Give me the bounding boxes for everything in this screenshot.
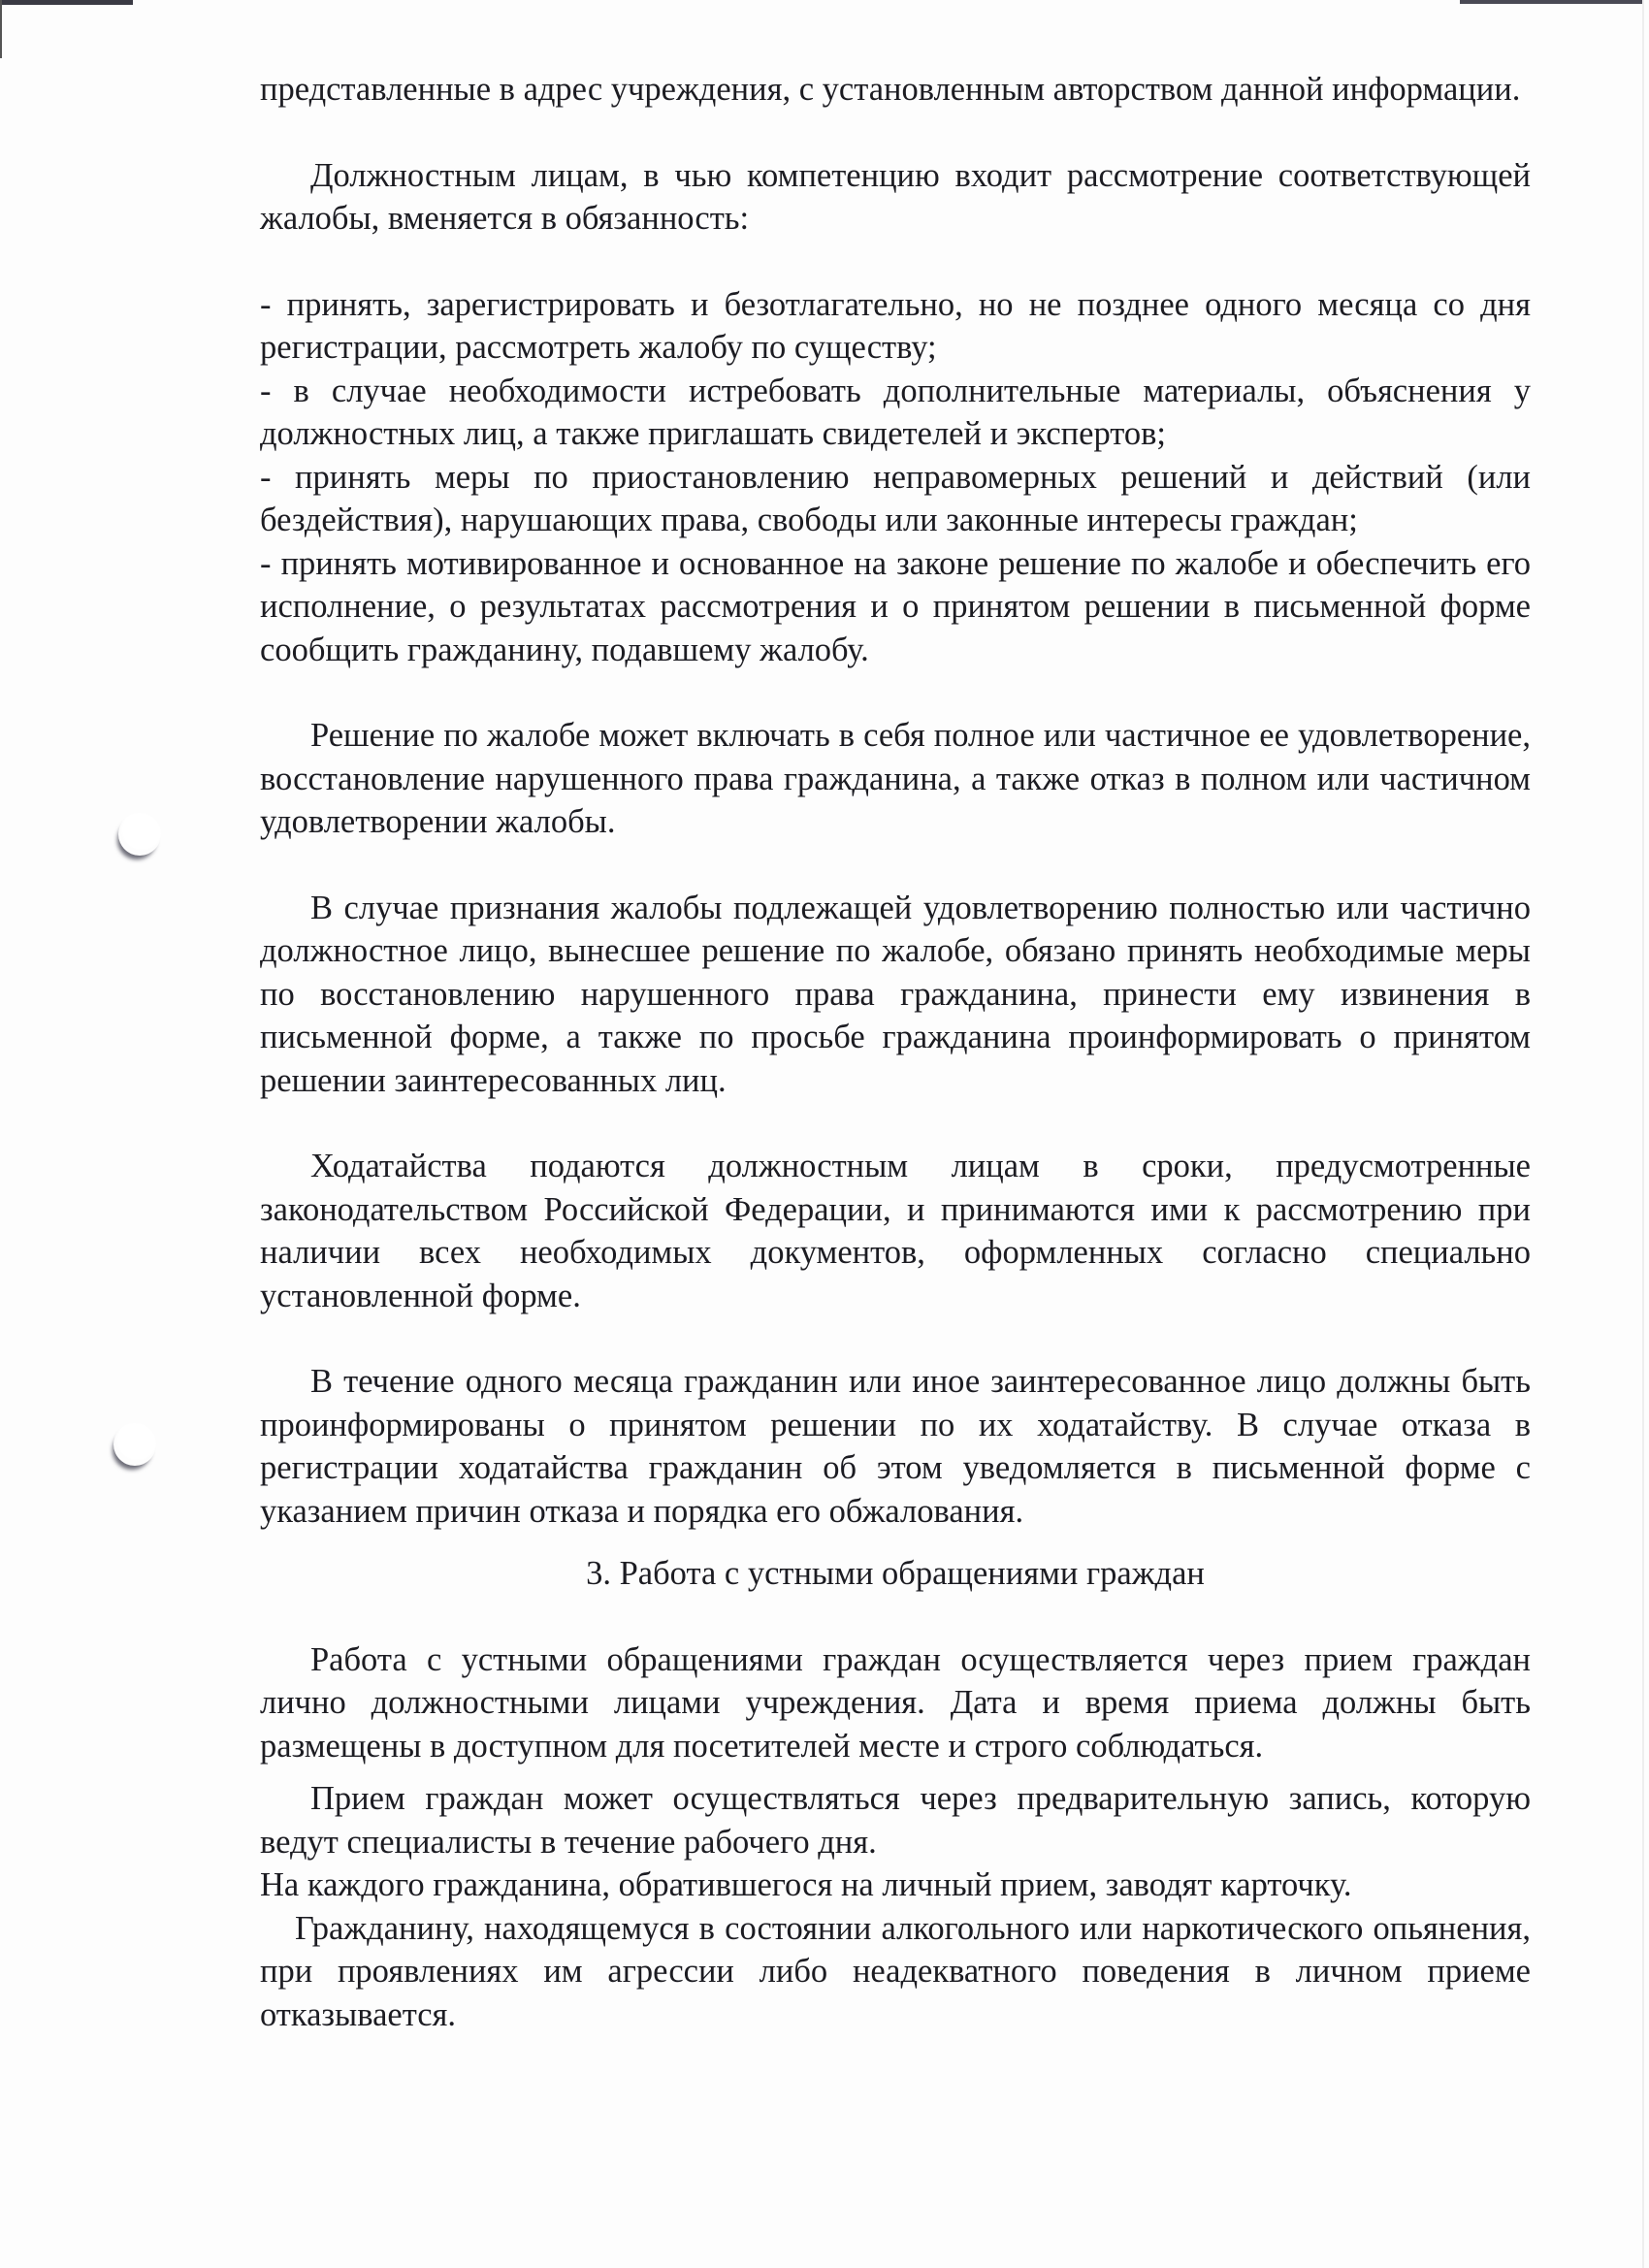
paragraph-continuation: представленные в адрес учреждения, с установленным авторством данной информации. [260,71,1521,108]
paragraph: Решение по жалобе может включать в себя полное или частичное ее удовлетворение, восстановление нарушенного права гражданина, а также отказ в полном или частичном удовлетворении жалобы. [260,717,1531,840]
paragraph: В случае признания жалобы подлежащей удовлетворению полностью или частично должностное лицо, вынесшее решение по жалобе, обязано принять необходимые меры по восстановлению нарушенного права гражданина, принести ему извинения в письменной форме, а также по просьбе гражданина проинформировать о принятом решении заинтересованных лиц. [260,889,1531,1099]
scan-edge-top-left [0,0,133,5]
list-item: - принять, зарегистрировать и безотлагательно, но не позднее одного месяца со дня регистрации, рассмотреть жалобу по существу; [260,285,1531,366]
paragraph: Прием граждан может осуществляться через предварительную запись, которую ведут специалисты в течение рабочего дня. [260,1780,1531,1861]
scan-edge-left [0,0,2,58]
paragraph: Гражданину, находящемуся в состоянии алкогольного или наркотического опьянения, при проявлениях им агрессии либо неадекватного поведения в личном приеме отказывается. [260,1909,1531,2033]
paragraph: Работа с устными обращениями граждан осуществляется через прием граждан лично должностными лицами учреждения. Дата и время приема должны быть размещены в доступном для посетителей месте и строго соблюдаться. [260,1640,1531,1765]
punch-hole-mark [118,813,161,856]
list-item: - принять мотивированное и основанное на законе решение по жалобе и обеспечить его исполнение, о результатах рассмотрения и о принятом решении в письменной форме сообщить гражданину, подавшему жалобу. [260,544,1531,668]
duties-list [260,283,1531,672]
list-item: - принять меры по приостановлению неправомерных решений и действий (или бездействия), нарушающих права, свободы или законные интересы граждан; [260,458,1531,538]
paragraph: В течение одного месяца гражданин или иное заинтересованное лицо должны быть проинформированы о принятом решении по их ходатайству. В случае отказа в регистрации ходатайства гражданин об этом уведомляется в письменной форме с указанием причин отказа и порядка его обжалования. [260,1363,1531,1530]
scan-edge-top-right [1460,0,1642,4]
document-page [260,68,1531,2036]
punch-hole-mark [113,1423,156,1466]
list-item: - в случае необходимости истребовать дополнительные материалы, объяснения у должностных лиц, а также приглашать свидетелей и экспертов; [260,372,1531,452]
paragraph: На каждого гражданина, обратившегося на личный прием, заводят карточку. [260,1866,1352,1903]
paragraph: Ходатайства подаются должностным лицам в сроки, предусмотренные законодательством Российской Федерации, и принимаются ими к рассмотрению при наличии всех необходимых документов, оформленных согласно специально установленной форме. [260,1148,1531,1314]
duties-intro: Должностным лицам, в чью компетенцию входит рассмотрение соответствующей жалобы, вменяется в обязанность: [260,156,1531,237]
scan-edge-right [1642,0,1644,2268]
section-heading: 3. Работа с устными обращениями граждан [586,1555,1205,1592]
